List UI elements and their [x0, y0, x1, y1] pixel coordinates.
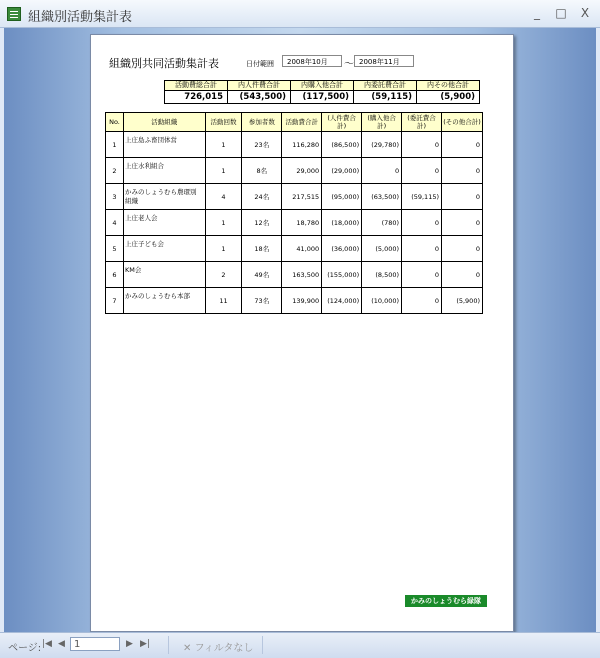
report-title: 組織別共同活動集計表 [109, 57, 219, 70]
other-cost: 0 [442, 236, 483, 262]
report-page [90, 34, 514, 632]
purchase-cost: (29,780) [362, 132, 402, 158]
summary-value: (5,900) [417, 91, 480, 104]
summary-value: 726,015 [165, 91, 228, 104]
brand-logo: かみのしょうむら緑隊 [405, 595, 487, 607]
table-row [106, 184, 483, 210]
participant-count: 8名 [242, 158, 282, 184]
summary-header: 内委託費合計 [354, 81, 417, 91]
other-cost: 0 [442, 184, 483, 210]
other-cost: 0 [442, 262, 483, 288]
activity-total: 139,900 [282, 288, 322, 314]
consignment-cost: 0 [402, 236, 442, 262]
next-page-button[interactable]: ▶ [126, 639, 133, 649]
separator [262, 636, 263, 654]
participant-count: 18名 [242, 236, 282, 262]
column-header: 活動組織 [123, 113, 205, 132]
filter-label: フィルタなし [194, 643, 254, 654]
row-number: 2 [106, 158, 124, 184]
date-from-field: 2008年10月 [282, 55, 342, 67]
consignment-cost: 0 [402, 210, 442, 236]
row-number: 6 [106, 262, 124, 288]
labor-cost: (18,000) [322, 210, 362, 236]
maximize-button[interactable]: □ [555, 6, 567, 20]
activity-count: 4 [205, 184, 242, 210]
minimize-button[interactable]: _ [534, 6, 540, 20]
participant-count: 12名 [242, 210, 282, 236]
purchase-cost: (63,500) [362, 184, 402, 210]
page-number-input[interactable]: 1 [70, 637, 120, 651]
report-icon [7, 7, 21, 21]
participant-count: 73名 [242, 288, 282, 314]
row-number: 4 [106, 210, 124, 236]
participant-count: 23名 [242, 132, 282, 158]
summary-header: 活動費総合計 [165, 81, 228, 91]
activity-count: 1 [205, 210, 242, 236]
column-header: 活動費合計 [282, 113, 322, 132]
table-row [106, 132, 483, 158]
labor-cost: (86,500) [322, 132, 362, 158]
summary-table [164, 80, 480, 104]
close-button[interactable]: X [580, 6, 590, 20]
column-header: 活動回数 [205, 113, 242, 132]
purchase-cost: (8,500) [362, 262, 402, 288]
other-cost: 0 [442, 158, 483, 184]
organization-name: 上庄老人会 [123, 210, 205, 236]
column-header: (委託費合計) [402, 113, 442, 132]
organization-name: 上庄水利組合 [123, 158, 205, 184]
other-cost: 0 [442, 132, 483, 158]
labor-cost: (36,000) [322, 236, 362, 262]
labor-cost: (124,000) [322, 288, 362, 314]
activity-count: 1 [205, 158, 242, 184]
previous-page-button[interactable]: ◀ [58, 639, 65, 649]
purchase-cost: (5,000) [362, 236, 402, 262]
first-page-button[interactable]: |◀ [42, 639, 52, 649]
purchase-cost: 0 [362, 158, 402, 184]
activity-total: 217,515 [282, 184, 322, 210]
date-range-label: 日付範囲 [246, 60, 274, 68]
consignment-cost: 0 [402, 262, 442, 288]
table-row [106, 262, 483, 288]
activity-total: 18,780 [282, 210, 322, 236]
row-number: 3 [106, 184, 124, 210]
consignment-cost: 0 [402, 288, 442, 314]
summary-header: 内その他合計 [417, 81, 480, 91]
purchase-cost: (780) [362, 210, 402, 236]
separator [168, 636, 169, 654]
participant-count: 24名 [242, 184, 282, 210]
record-navigation-bar [0, 632, 600, 658]
summary-value: (543,500) [228, 91, 291, 104]
organization-name: かみのしょうむら本部 [123, 288, 205, 314]
column-header: No. [106, 113, 124, 132]
summary-header: 内購入他合計 [291, 81, 354, 91]
organization-name: 上庄島ふ畜団体営 [123, 132, 205, 158]
activity-total: 116,280 [282, 132, 322, 158]
summary-header: 内人件費合計 [228, 81, 291, 91]
row-number: 1 [106, 132, 124, 158]
activity-count: 1 [205, 236, 242, 262]
print-preview-area[interactable] [4, 28, 596, 632]
consignment-cost: (59,115) [402, 184, 442, 210]
consignment-cost: 0 [402, 132, 442, 158]
labor-cost: (29,000) [322, 158, 362, 184]
other-cost: (5,900) [442, 288, 483, 314]
table-row [106, 288, 483, 314]
table-row [106, 210, 483, 236]
activity-count: 11 [205, 288, 242, 314]
participant-count: 49名 [242, 262, 282, 288]
organization-name: かみのしょうむら農環別組織 [123, 184, 205, 210]
window-title: 組織別活動集計表 [28, 10, 133, 25]
window-titlebar [0, 0, 600, 28]
column-header: (購入他合計) [362, 113, 402, 132]
filter-icon: ✕ [183, 643, 192, 654]
page-label: ページ: [8, 643, 42, 654]
summary-value: (59,115) [354, 91, 417, 104]
filter-button[interactable] [183, 639, 253, 654]
column-header: (その他合計) [442, 113, 483, 132]
activity-total: 163,500 [282, 262, 322, 288]
table-row [106, 158, 483, 184]
activity-total: 29,000 [282, 158, 322, 184]
detail-table [105, 112, 483, 314]
last-page-button[interactable]: ▶| [140, 639, 150, 649]
activity-count: 2 [205, 262, 242, 288]
row-number: 5 [106, 236, 124, 262]
organization-name: 上庄子ども会 [123, 236, 205, 262]
activity-total: 41,000 [282, 236, 322, 262]
consignment-cost: 0 [402, 158, 442, 184]
organization-name: KM会 [123, 262, 205, 288]
row-number: 7 [106, 288, 124, 314]
activity-count: 1 [205, 132, 242, 158]
column-header: 参加者数 [242, 113, 282, 132]
other-cost: 0 [442, 210, 483, 236]
labor-cost: (95,000) [322, 184, 362, 210]
date-tilde: ～ [344, 59, 354, 70]
table-row [106, 236, 483, 262]
labor-cost: (155,000) [322, 262, 362, 288]
summary-value: (117,500) [291, 91, 354, 104]
date-to-field: 2008年11月 [354, 55, 414, 67]
purchase-cost: (10,000) [362, 288, 402, 314]
column-header: (人件費合計) [322, 113, 362, 132]
